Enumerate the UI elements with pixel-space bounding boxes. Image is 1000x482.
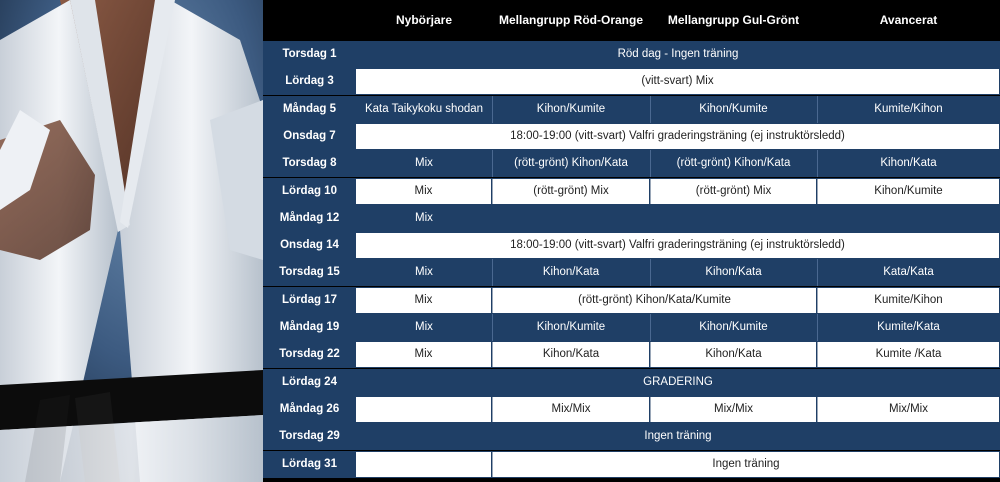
schedule-cell: (rött-grönt) Kihon/Kata bbox=[514, 157, 628, 170]
schedule-row bbox=[263, 423, 1000, 450]
column-divider bbox=[817, 314, 818, 341]
schedule-row bbox=[263, 41, 1000, 68]
schedule-cell: Kihon/Kata bbox=[542, 266, 600, 279]
schedule-cell: Kumite/Kihon bbox=[874, 102, 943, 115]
day-label: Lördag 17 bbox=[282, 293, 337, 306]
schedule-cell: Mix/Mix bbox=[492, 397, 649, 422]
schedule-cell: (vitt-svart) Mix bbox=[356, 69, 999, 94]
schedule-row bbox=[263, 369, 1000, 396]
day-label: Torsdag 22 bbox=[279, 348, 340, 361]
schedule-cell: Kumite /Kata bbox=[817, 342, 999, 367]
header-intermediate-yellow-green: Mellangrupp Gul-Grönt bbox=[667, 13, 800, 27]
column-divider bbox=[650, 314, 651, 341]
karate-photo bbox=[0, 0, 263, 482]
schedule-row bbox=[263, 396, 1000, 423]
schedule-cell: Kihon/Kata bbox=[705, 266, 762, 279]
day-label: Lördag 10 bbox=[282, 184, 337, 197]
day-label: Torsdag 1 bbox=[282, 48, 337, 60]
day-label: Torsdag 8 bbox=[282, 157, 337, 170]
column-divider bbox=[492, 314, 493, 341]
schedule-cell: Röd dag - Ingen träning bbox=[617, 48, 739, 60]
schedule-row bbox=[263, 287, 1000, 314]
schedule-cell: Mix bbox=[356, 179, 491, 204]
schedule-row bbox=[263, 150, 1000, 177]
schedule-cell: Mix bbox=[356, 288, 491, 313]
schedule-row bbox=[263, 123, 1000, 150]
schedule-cell: Mix bbox=[415, 211, 433, 224]
schedule-cell: Mix bbox=[415, 321, 433, 333]
day-label: Lördag 24 bbox=[282, 375, 337, 388]
header-intermediate-red-orange: Mellangrupp Röd-Orange bbox=[499, 13, 643, 27]
schedule-cell: Kihon/Kumite bbox=[699, 321, 768, 333]
column-divider bbox=[817, 259, 818, 286]
column-divider bbox=[650, 259, 651, 286]
schedule-cell: Kihon/Kata bbox=[880, 157, 937, 170]
schedule-row bbox=[263, 341, 1000, 368]
column-divider bbox=[817, 96, 818, 123]
schedule-cell: Kihon/Kumite bbox=[536, 102, 606, 115]
schedule-cell: Ingen träning bbox=[644, 430, 712, 443]
schedule-cell: Kihon/Kumite bbox=[536, 321, 606, 333]
schedule-cell: Mix bbox=[356, 342, 491, 367]
schedule-row bbox=[263, 451, 1000, 478]
schedule-cell: Kihon/Kata bbox=[492, 342, 649, 367]
schedule-cell: Kihon/Kumite bbox=[699, 102, 768, 115]
day-label: Lördag 3 bbox=[285, 75, 334, 88]
column-divider bbox=[650, 150, 651, 177]
schedule-cell: Kihon/Kata bbox=[650, 342, 816, 367]
header-advanced: Avancerat bbox=[879, 13, 938, 27]
header-beginners: Nybörjare bbox=[395, 13, 453, 27]
schedule-cell bbox=[356, 452, 491, 477]
schedule-row bbox=[263, 259, 1000, 286]
schedule-cell: Kumite/Kata bbox=[877, 321, 940, 333]
day-label: Måndag 26 bbox=[279, 402, 340, 415]
schedule-cell: Mix/Mix bbox=[650, 397, 816, 422]
schedule-cell: Kata/Kata bbox=[883, 266, 934, 279]
day-label: Måndag 19 bbox=[279, 321, 340, 333]
karate-gi-illustration bbox=[0, 0, 263, 482]
column-divider bbox=[817, 150, 818, 177]
schedule-cell: (rött-grönt) Mix bbox=[650, 179, 816, 204]
column-divider bbox=[492, 150, 493, 177]
day-label: Måndag 5 bbox=[282, 102, 337, 115]
schedule-row bbox=[263, 96, 1000, 123]
schedule-cell: Kihon/Kumite bbox=[817, 179, 999, 204]
day-label: Torsdag 15 bbox=[279, 266, 340, 279]
day-label: Onsdag 14 bbox=[280, 239, 339, 252]
column-divider bbox=[492, 259, 493, 286]
header-row bbox=[263, 0, 1000, 41]
schedule-cell: GRADERING bbox=[643, 375, 713, 388]
schedule-cell: (rött-grönt) Mix bbox=[492, 179, 649, 204]
schedule-cell: Ingen träning bbox=[492, 452, 999, 477]
day-label: Torsdag 29 bbox=[279, 430, 340, 443]
schedule-cell: Kumite/Kihon bbox=[817, 288, 999, 313]
column-divider bbox=[492, 96, 493, 123]
schedule-cell: (rött-grönt) Kihon/Kata bbox=[676, 157, 791, 170]
schedule-cell bbox=[356, 397, 491, 422]
schedule-cell: Kata Taikykoku shodan bbox=[364, 102, 484, 115]
training-schedule bbox=[263, 0, 1000, 482]
schedule-row bbox=[263, 232, 1000, 259]
schedule-cell: Mix bbox=[415, 266, 433, 279]
schedule-cell: Mix bbox=[415, 157, 433, 170]
schedule-row bbox=[263, 178, 1000, 205]
schedule-row bbox=[263, 205, 1000, 232]
schedule-cell: 18:00-19:00 (vitt-svart) Valfri graderingsträning (ej instruktörsledd) bbox=[356, 233, 999, 258]
schedule-cell: (rött-grönt) Kihon/Kata/Kumite bbox=[492, 288, 816, 313]
day-label: Lördag 31 bbox=[282, 457, 337, 470]
schedule-cell: 18:00-19:00 (vitt-svart) Valfri graderingsträning (ej instruktörsledd) bbox=[356, 124, 999, 149]
schedule-row bbox=[263, 68, 1000, 95]
schedule-cell: Mix/Mix bbox=[817, 397, 999, 422]
schedule-row bbox=[263, 314, 1000, 341]
day-label: Onsdag 7 bbox=[283, 129, 336, 142]
column-divider bbox=[650, 96, 651, 123]
day-label: Måndag 12 bbox=[279, 211, 340, 224]
